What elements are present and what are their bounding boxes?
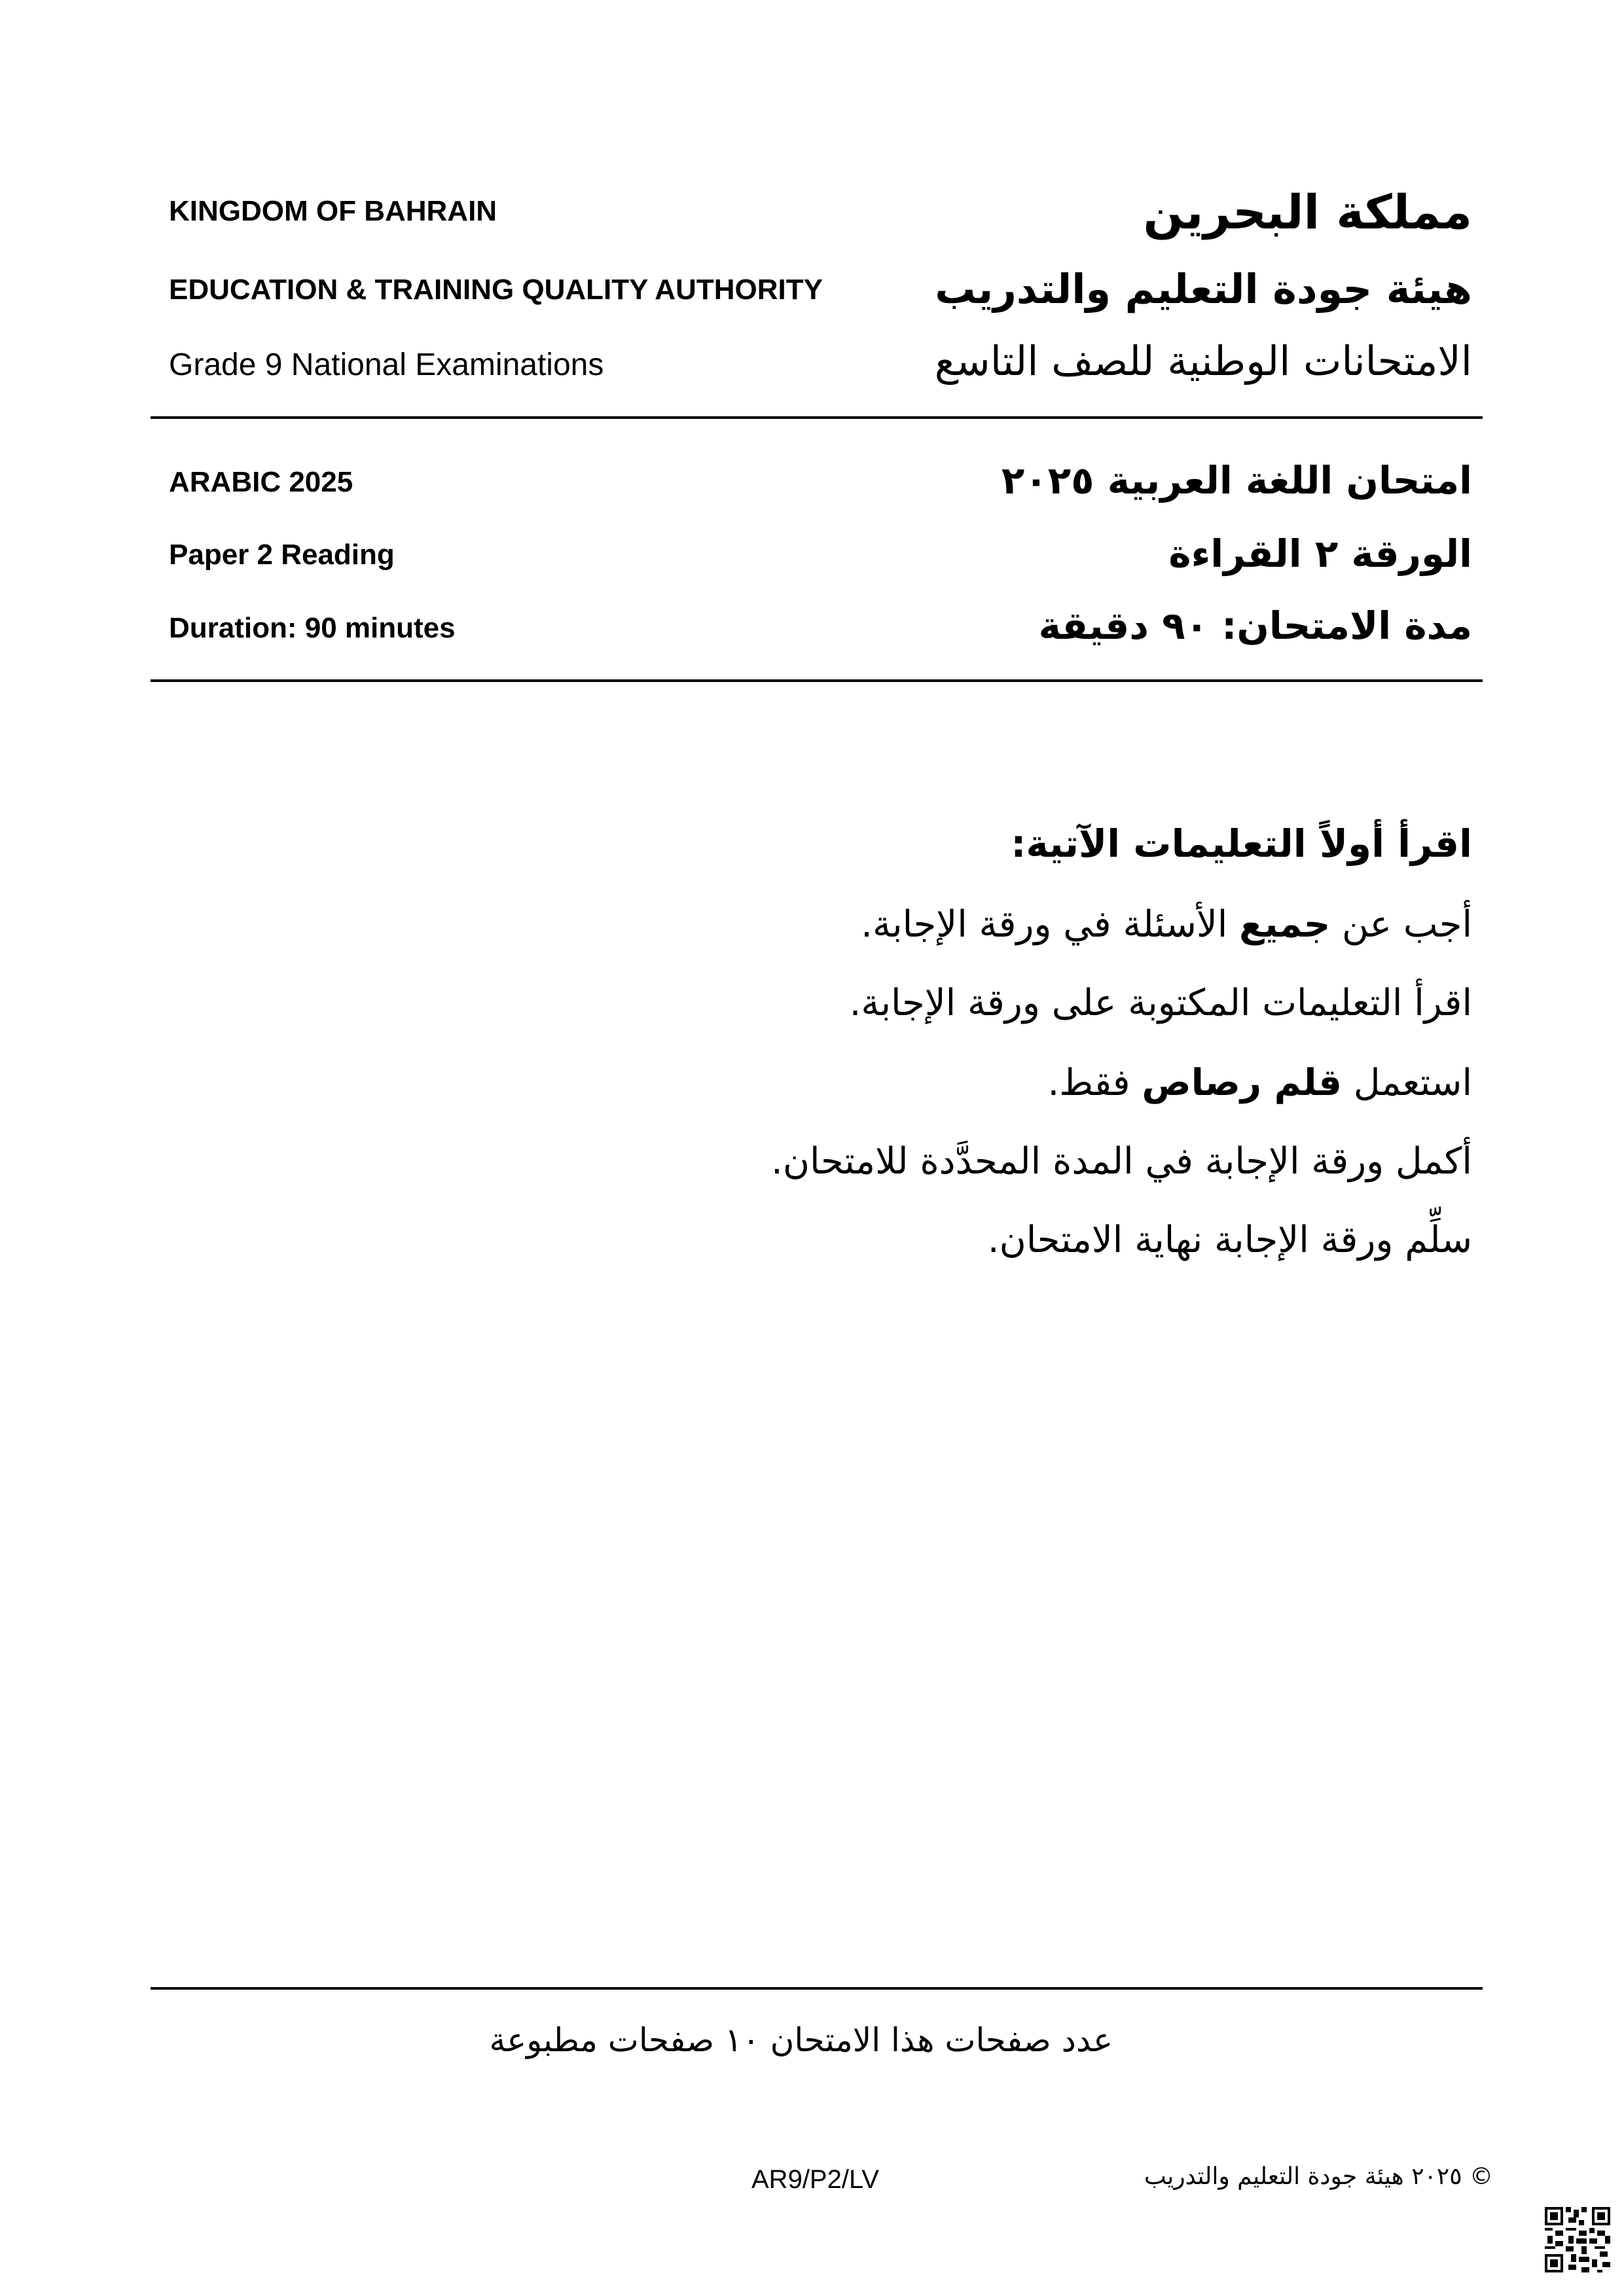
header-exam-series-en: Grade 9 National Examinations xyxy=(169,348,604,382)
header-exam-series-ar: الامتحانات الوطنية للصف التاسع xyxy=(934,337,1472,385)
exam-duration-en: Duration: 90 minutes xyxy=(169,612,456,644)
header-authority-ar: هيئة جودة التعليم والتدريب xyxy=(935,265,1472,313)
instruction-emphasis: قلم رصاص xyxy=(1142,1062,1343,1104)
paper-code: AR9/P2/LV xyxy=(751,2165,879,2194)
header-country-ar: مملكة البحرين xyxy=(1143,185,1472,240)
qr-code-icon xyxy=(1545,2207,1610,2272)
exam-duration-ar: مدة الامتحان: ٩٠ دقيقة xyxy=(1038,603,1472,648)
footer-divider xyxy=(151,1987,1483,1990)
instruction-item xyxy=(988,1219,1472,1261)
exam-paper-en: Paper 2 Reading xyxy=(169,539,395,571)
exam-info-divider xyxy=(151,679,1483,682)
header-divider xyxy=(151,416,1483,419)
instruction-text: اقرأ التعليمات المكتوبة على ورقة الإجابة. xyxy=(849,982,1472,1024)
exam-subject-ar: امتحان اللغة العربية ٢٠٢٥ xyxy=(1001,458,1472,503)
instructions-heading: اقرأ أولاً التعليمات الآتية: xyxy=(1011,821,1472,866)
copyright-notice: © ٢٠٢٥ هيئة جودة التعليم والتدريب xyxy=(1144,2163,1493,2190)
instruction-text: فقط. xyxy=(1047,1062,1142,1104)
page-count-note: عدد صفحات هذا الامتحان ١٠ صفحات مطبوعة xyxy=(489,2021,1113,2059)
instruction-item xyxy=(1048,1062,1473,1104)
instruction-text: استعمل xyxy=(1342,1062,1472,1104)
exam-subject-en: ARABIC 2025 xyxy=(169,466,353,498)
header-authority-en: EDUCATION & TRAINING QUALITY AUTHORITY xyxy=(169,274,823,306)
instruction-item xyxy=(771,1140,1472,1183)
instruction-item xyxy=(850,982,1472,1024)
instruction-text: أكمل ورقة الإجابة في المدة المحدَّدة للامتحان. xyxy=(771,1140,1472,1183)
instruction-emphasis: جميع xyxy=(1239,903,1331,946)
instruction-text: الأسئلة في ورقة الإجابة. xyxy=(861,903,1240,946)
exam-paper-ar: الورقة ٢ القراءة xyxy=(1168,531,1472,576)
instruction-text: سلِّم ورقة الإجابة نهاية الامتحان. xyxy=(987,1219,1472,1261)
instruction-text: أجب عن xyxy=(1330,903,1472,946)
instruction-item xyxy=(861,903,1472,946)
header-country-en: KINGDOM OF BAHRAIN xyxy=(169,195,497,227)
